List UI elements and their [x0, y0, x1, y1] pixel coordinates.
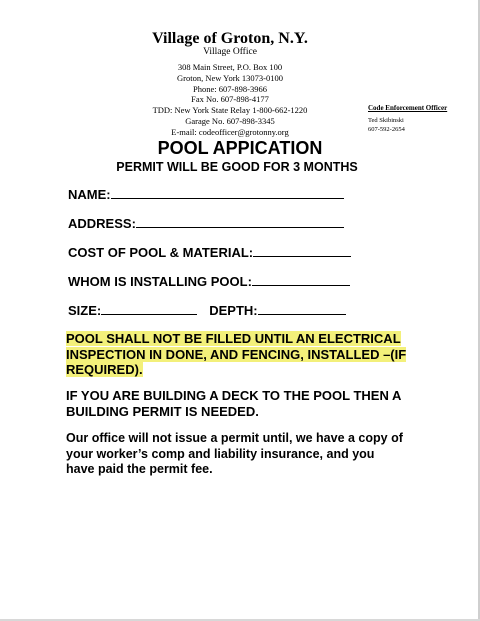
deck-notice — [66, 388, 401, 419]
installer-label: WHOM IS INSTALLING POOL: — [68, 274, 252, 289]
officer-block — [368, 104, 468, 134]
form-header — [0, 137, 480, 175]
size-label: SIZE: — [68, 303, 102, 318]
fill-notice-line: INSPECTION IN DONE, AND FENCING, INSTALLED –(IF — [66, 346, 407, 362]
letterhead — [100, 29, 360, 138]
field-installer-row — [68, 273, 350, 290]
officer-phone: 607-592-2654 — [368, 126, 405, 133]
field-address-row — [68, 215, 344, 232]
form-title: POOL APPICATION — [157, 138, 323, 158]
village-office: Village Office — [203, 47, 257, 57]
name-blank[interactable] — [111, 186, 344, 199]
depth-label: DEPTH: — [209, 303, 258, 318]
form-subtitle: PERMIT WILL BE GOOD FOR 3 MONTHS — [116, 160, 358, 174]
fill-notice-line: REQUIRED). — [66, 362, 143, 377]
deck-notice-line: IF YOU ARE BUILDING A DECK TO THE POOL THEN A — [66, 388, 402, 403]
phone-line: Phone: 607-898-3966 — [193, 83, 267, 94]
insurance-notice-line: Our office will not issue a permit until, we have a copy of — [66, 431, 403, 445]
address-line: Groton, New York 13073-0100 — [176, 72, 283, 83]
insurance-notice-line: have paid the permit fee. — [66, 462, 213, 476]
email-line: E-mail: codeofficer@grotonny.org — [171, 126, 289, 137]
garage-line: Garage No. 607-898-3345 — [185, 115, 275, 126]
size-blank[interactable] — [101, 302, 197, 315]
deck-notice-line: BUILDING PERMIT IS NEEDED. — [66, 403, 259, 419]
officer-name: Ted Skibinski — [368, 117, 404, 124]
address-blank[interactable] — [136, 215, 344, 228]
address-label: ADDRESS: — [68, 216, 136, 231]
insurance-notice-line: your worker’s comp and liability insurance, and you — [66, 446, 375, 461]
village-name: Village of Groton, N.Y. — [152, 30, 308, 47]
field-cost-row — [68, 244, 351, 261]
cost-blank[interactable] — [253, 244, 351, 257]
tdd-line: TDD: New York State Relay 1-800-662-1220 — [152, 105, 308, 116]
fill-notice-line: POOL SHALL NOT BE FILLED UNTIL AN ELECTRICAL — [66, 331, 401, 346]
cost-label: COST OF POOL & MATERIAL: — [68, 245, 254, 260]
installer-blank[interactable] — [252, 273, 350, 286]
address-line: 308 Main Street, P.O. Box 100 — [177, 62, 283, 72]
insurance-notice — [66, 431, 403, 478]
depth-blank[interactable] — [258, 302, 346, 315]
field-size-row — [68, 302, 346, 319]
field-name-row — [68, 186, 344, 203]
fill-notice — [66, 331, 406, 378]
officer-title: Code Enforcement Officer — [368, 104, 448, 112]
fax-line: Fax No. 607-898-4177 — [191, 94, 269, 105]
name-label: NAME: — [68, 187, 111, 202]
